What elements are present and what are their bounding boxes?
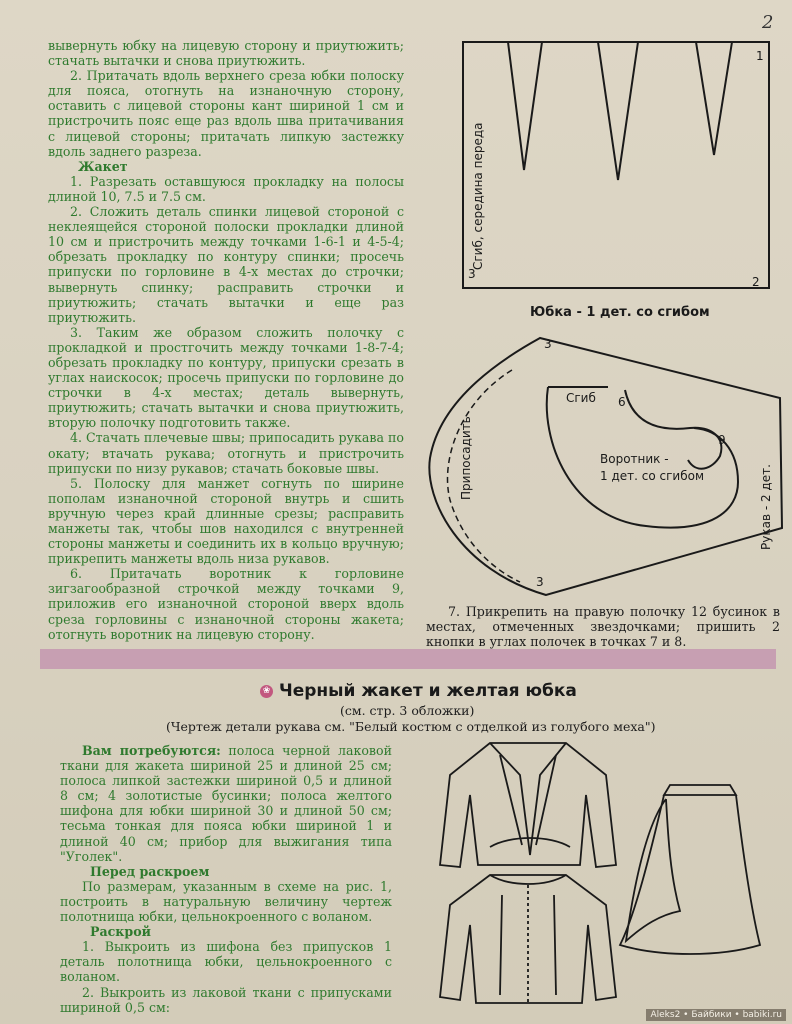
materials-label: Вам потребуются:	[82, 743, 221, 758]
article-title-text: Черный жакет и желтая юбка	[279, 681, 577, 701]
jacket-closed-illustration	[440, 875, 616, 1003]
paragraph: вывернуть юбку на лицевую сторону и приутюжить; стачать вытачки и снова приутюжить.	[48, 38, 404, 69]
sleeve-outline	[429, 338, 782, 595]
sewing-patterns-diagram	[420, 30, 790, 610]
materials-paragraph	[60, 743, 392, 864]
paragraph: По размерам, указанным в схеме на рис. 1, построить в натуральную величину чертеж полотнища юбки, цельнокроенного с воланом.	[60, 878, 392, 925]
article-subtitle-2: (Чертеж детали рукава см. "Белый костюм с отделкой из голубого меха")	[166, 719, 656, 734]
paragraph: 4. Стачать плечевые швы; припосадить рукава по окату; втачать рукава; отогнуть и пристрочить припуски по низу рукавов; стачать боковые швы.	[48, 430, 404, 476]
paragraph: 1. Разрезать оставшуюся прокладку на полосы длиной 10, 7.5 и 7.5 см.	[48, 173, 404, 204]
skirt-pattern	[463, 42, 769, 288]
article-title	[260, 681, 577, 701]
dart-2	[598, 42, 638, 180]
sleeve-pattern	[429, 338, 782, 595]
flower-bullet-icon: ❀	[260, 685, 273, 698]
page-number: 2	[762, 12, 774, 33]
section-divider-band	[40, 649, 776, 669]
fold-center-front-label: Сгиб, середина переда	[471, 122, 485, 270]
collar-point-9: 9	[718, 433, 726, 447]
ease-label: Припосадить	[459, 416, 473, 500]
dart-1	[508, 42, 542, 170]
paragraph: 1. Выкроить из шифона без припусков 1 деталь полотнища юбки, цельнокроенного с воланом.	[60, 939, 392, 985]
collar-point-6: 6	[618, 395, 626, 409]
sleeve-caption: Рукав - 2 дет.	[759, 464, 773, 550]
paragraph: 7. Прикрепить на правую полочку 12 бусинок в местах, отмеченных звездочками; пришить 2 кнопки в углах полочек в точках 7 и 8.	[426, 604, 780, 650]
dart-3	[696, 42, 732, 155]
paragraph: 5. Полоску для манжет согнуть по ширине пополам изнаночной стороной внутрь и сшить вручную через край длинные срезы; расправить манжеты так, чтобы шов находился с внутренней стороны манжеты и соединить их в кольцо вручную; прикрепить манжеты вдоль низа рукавов.	[48, 475, 404, 567]
collar-caption-2: 1 дет. со сгибом	[600, 469, 704, 483]
section-heading: Раскрой	[90, 924, 151, 940]
article-subtitle-1: (см. стр. 3 обложки)	[340, 703, 475, 718]
section-heading: Перед раскроем	[90, 863, 210, 879]
paragraph: 2. Притачать вдоль верхнего среза юбки полоску для пояса, отогнуть на изнаночную сторону, оставить с лицевой стороны кант шириной 1 см и пристрочить пояс еще раз вдоль шва притачивания с лицевой стороны; притачать липкую застежку вдоль заднего разреза.	[48, 68, 404, 159]
paragraph: 3. Таким же образом сложить полочку с прокладкой и простгочить между точками 1-8-7-4; обрезать прокладку по контуру, припуски срезать в углах наискосок; просечь припуски по горловине до строчки в 4-х местах; деталь вывернуть, приутюжить; стачать вытачки и снова приутюжить, вторую полочку подготовить также.	[48, 324, 404, 431]
garment-illustrations	[430, 735, 780, 1015]
point-1-label: 1	[756, 49, 764, 63]
skirt-illustration	[620, 785, 760, 954]
sleeve-point-3-top: 3	[544, 337, 552, 351]
skirt-caption: Юбка - 1 дет. со сгибом	[530, 305, 710, 320]
paragraph: 2. Сложить деталь спинки лицевой стороной с неклеящейся стороной полоски прокладки длиной 10 см и пристрочить между точками 1-6-1 и 4-5-4; обрезать прокладку по контуру спинки; просечь припуски по горловине в 4-х местах до строчки; вывернуть спинку; расправить строчки и приутюжить; стачать вытачки и еще раз приутюжить.	[48, 204, 404, 325]
collar-fold-label: Сгиб	[566, 391, 596, 405]
paragraph: 2. Выкроить из лаковой ткани с припусками шириной 0,5 см:	[60, 984, 392, 1015]
step-7-text	[426, 604, 780, 649]
jacket-open-illustration	[440, 743, 616, 867]
instructions-column-top	[48, 38, 404, 642]
point-2-label: 2	[752, 275, 760, 289]
instructions-column-bottom	[60, 743, 392, 1015]
paragraph: 6. Притачать воротник к горловине зигзагообразной строчкой между точками 9, приложив его изнаночной стороной вверх вдоль среза горловины с изнаночной стороны жакета; отогнуть воротник на лицевую сторону.	[48, 566, 404, 642]
watermark-credit: Aleks2 • Байбики • babiki.ru	[646, 1009, 786, 1021]
sleeve-point-3-bottom: 3	[536, 575, 544, 589]
collar-caption-1: Воротник -	[600, 452, 669, 466]
point-3-label: 3	[468, 267, 476, 281]
section-heading: Жакет	[78, 158, 128, 174]
materials-text: полоса черной лаковой ткани для жакета шириной 25 и длиной 25 см; полоса липкой застежки шириной 0,5 и длиной 8 см; 4 золотистые бусинки; полоса желтого шифона для юбки шириной 30 и длиной 50 см; тесьма тонкая для пояса юбки шириной 1 и длиной 40 см; прибор для выжигания типа "Уголек".	[60, 743, 392, 864]
